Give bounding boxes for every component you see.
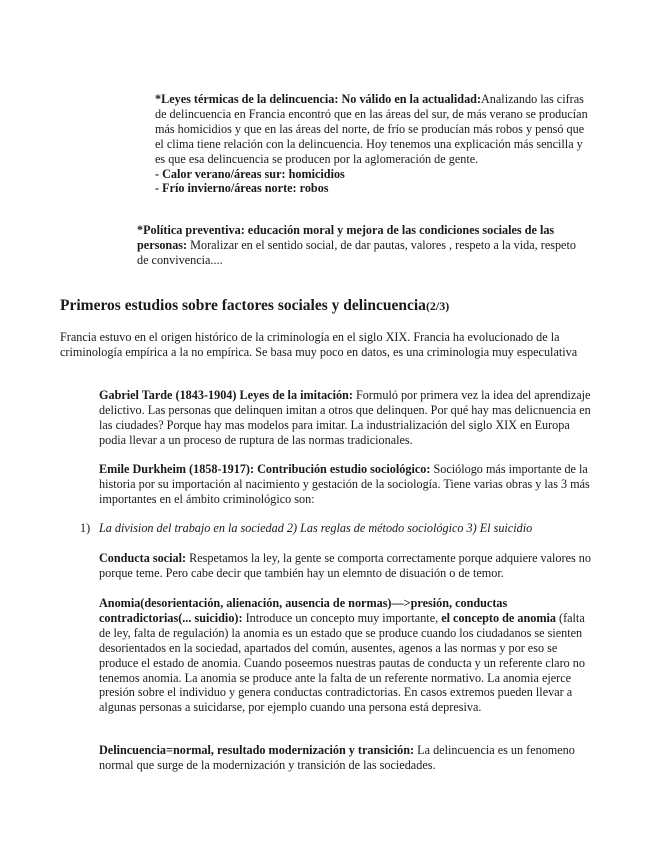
conducta-social-item — [99, 551, 599, 581]
intro-paragraph: Francia estuvo en el origen histórico de la criminología en el siglo XIX. Francia ha evolucionado de la criminología empírica a la no empírica. Se basa muy poco en datos, es una criminologia muy especulativa — [60, 330, 578, 359]
delincuencia-item — [99, 743, 599, 773]
delincuencia-text: La delincuencia es un fenomeno normal que surge de la modernización y transición de las sociedades. — [99, 743, 575, 772]
anomia-text-c: (falta de ley, falta de regulación) la anomia es un estado que se produce cuando los ciudadanos se sienten desorientados en la sociedad, apartados del común, ausentes, agenos a las normas y por eso se produce el estado de anomia. Cuando poseemos nuestras pautas de conducta y un referente claro no tenemos anomia. La anomia se produce ante la falta de un referente normativo. La anomia ejerce presión sobre el individuo y genera conductas contradictorias. En casos extremos pueden llevar a algunas personas a suicidarse, por ejemplo cuando una persona está depresiva. — [99, 610, 585, 715]
leyes-termicas-paragraph — [155, 92, 595, 167]
leyes-termicas-text: Analizando las cifras de delincuencia en Francia encontró que en las áreas del sur, de más verano se producían más homicidios y que en las áreas del norte, de frío se producían más robos y pensó que el clima tiene relación con la delincuencia. Hoy tenemos una explicación más sencilla y es que esa delincuencia se producen por la aglomeración de gente. — [155, 92, 588, 166]
politica-preventiva-section — [137, 223, 582, 268]
anomia-title: Anomia(desorientación, alienación, ausencia de normas)—>presión, conductas contradictorias(... suicidio): — [99, 596, 508, 625]
section-heading-text: Primeros estudios sobre factores sociales y delincuencia — [60, 297, 426, 314]
obras-text: La division del trabajo en la sociedad 2) Las reglas de método sociológico 3) El suicidio — [99, 521, 533, 535]
leyes-item-calor: - Calor verano/áreas sur: homicidios — [155, 166, 345, 181]
anomia-item — [99, 596, 599, 715]
politica-preventiva-title: *Política preventiva — [137, 223, 241, 237]
tarde-item — [99, 388, 599, 448]
durkheim-text: Sociólogo más importante de la historia por su importación al nacimiento y gestación de la sociología. Tiene varias obras y las 3 más importantes en el ámbito criminológico son: — [99, 462, 590, 506]
obras-number: 1) — [80, 521, 91, 535]
politica-preventiva-paragraph — [137, 223, 582, 268]
politica-preventiva-subtitle: : educación moral y mejora de las condiciones sociales de las personas: — [137, 223, 555, 252]
section-heading — [60, 296, 449, 316]
tarde-title: Gabriel Tarde (1843-1904) Leyes de la imitación: — [99, 388, 353, 402]
conducta-social-text: Respetamos la ley, la gente se comporta correctamente porque adquiere valores no porque teme. Pero cabe decir que también hay un elemnto de disuación o de temor. — [99, 551, 591, 580]
obras-list — [80, 521, 532, 536]
leyes-termicas-title: *Leyes térmicas de la delincuencia: No válido en la actualidad: — [155, 92, 481, 106]
delincuencia-title: Delincuencia=normal, resultado modernización y transición: — [99, 743, 415, 757]
politica-preventiva-text: Moralizar en el sentido social, de dar pautas, valores , respeto a la vida, respeto de convivencia.... — [137, 237, 576, 267]
leyes-termicas-section — [155, 92, 595, 196]
anomia-text-a: Introduce un concepto muy importante, — [242, 610, 442, 625]
conducta-social-title: Conducta social: — [99, 551, 187, 565]
anomia-concept: el concepto de anomia — [441, 610, 556, 625]
section-heading-suffix: (2/3) — [425, 299, 450, 313]
durkheim-item — [99, 462, 599, 507]
leyes-item-frio: - Frío invierno/áreas norte: robos — [155, 181, 329, 196]
durkheim-title: Emile Durkheim (1858-1917): Contribución estudio sociológico: — [99, 462, 431, 476]
tarde-text: Formuló por primera vez la idea del aprendizaje delictivo. Las personas que delinquen imitan a otros que delinquen. Por qué hay mas delicnuencia en las ciudades? Porque hay mas modelos para imitar. La industrialización del siglo XIX en Europa podia llevar a un proceso de ruptura de las normas tradicionales. — [99, 388, 591, 447]
